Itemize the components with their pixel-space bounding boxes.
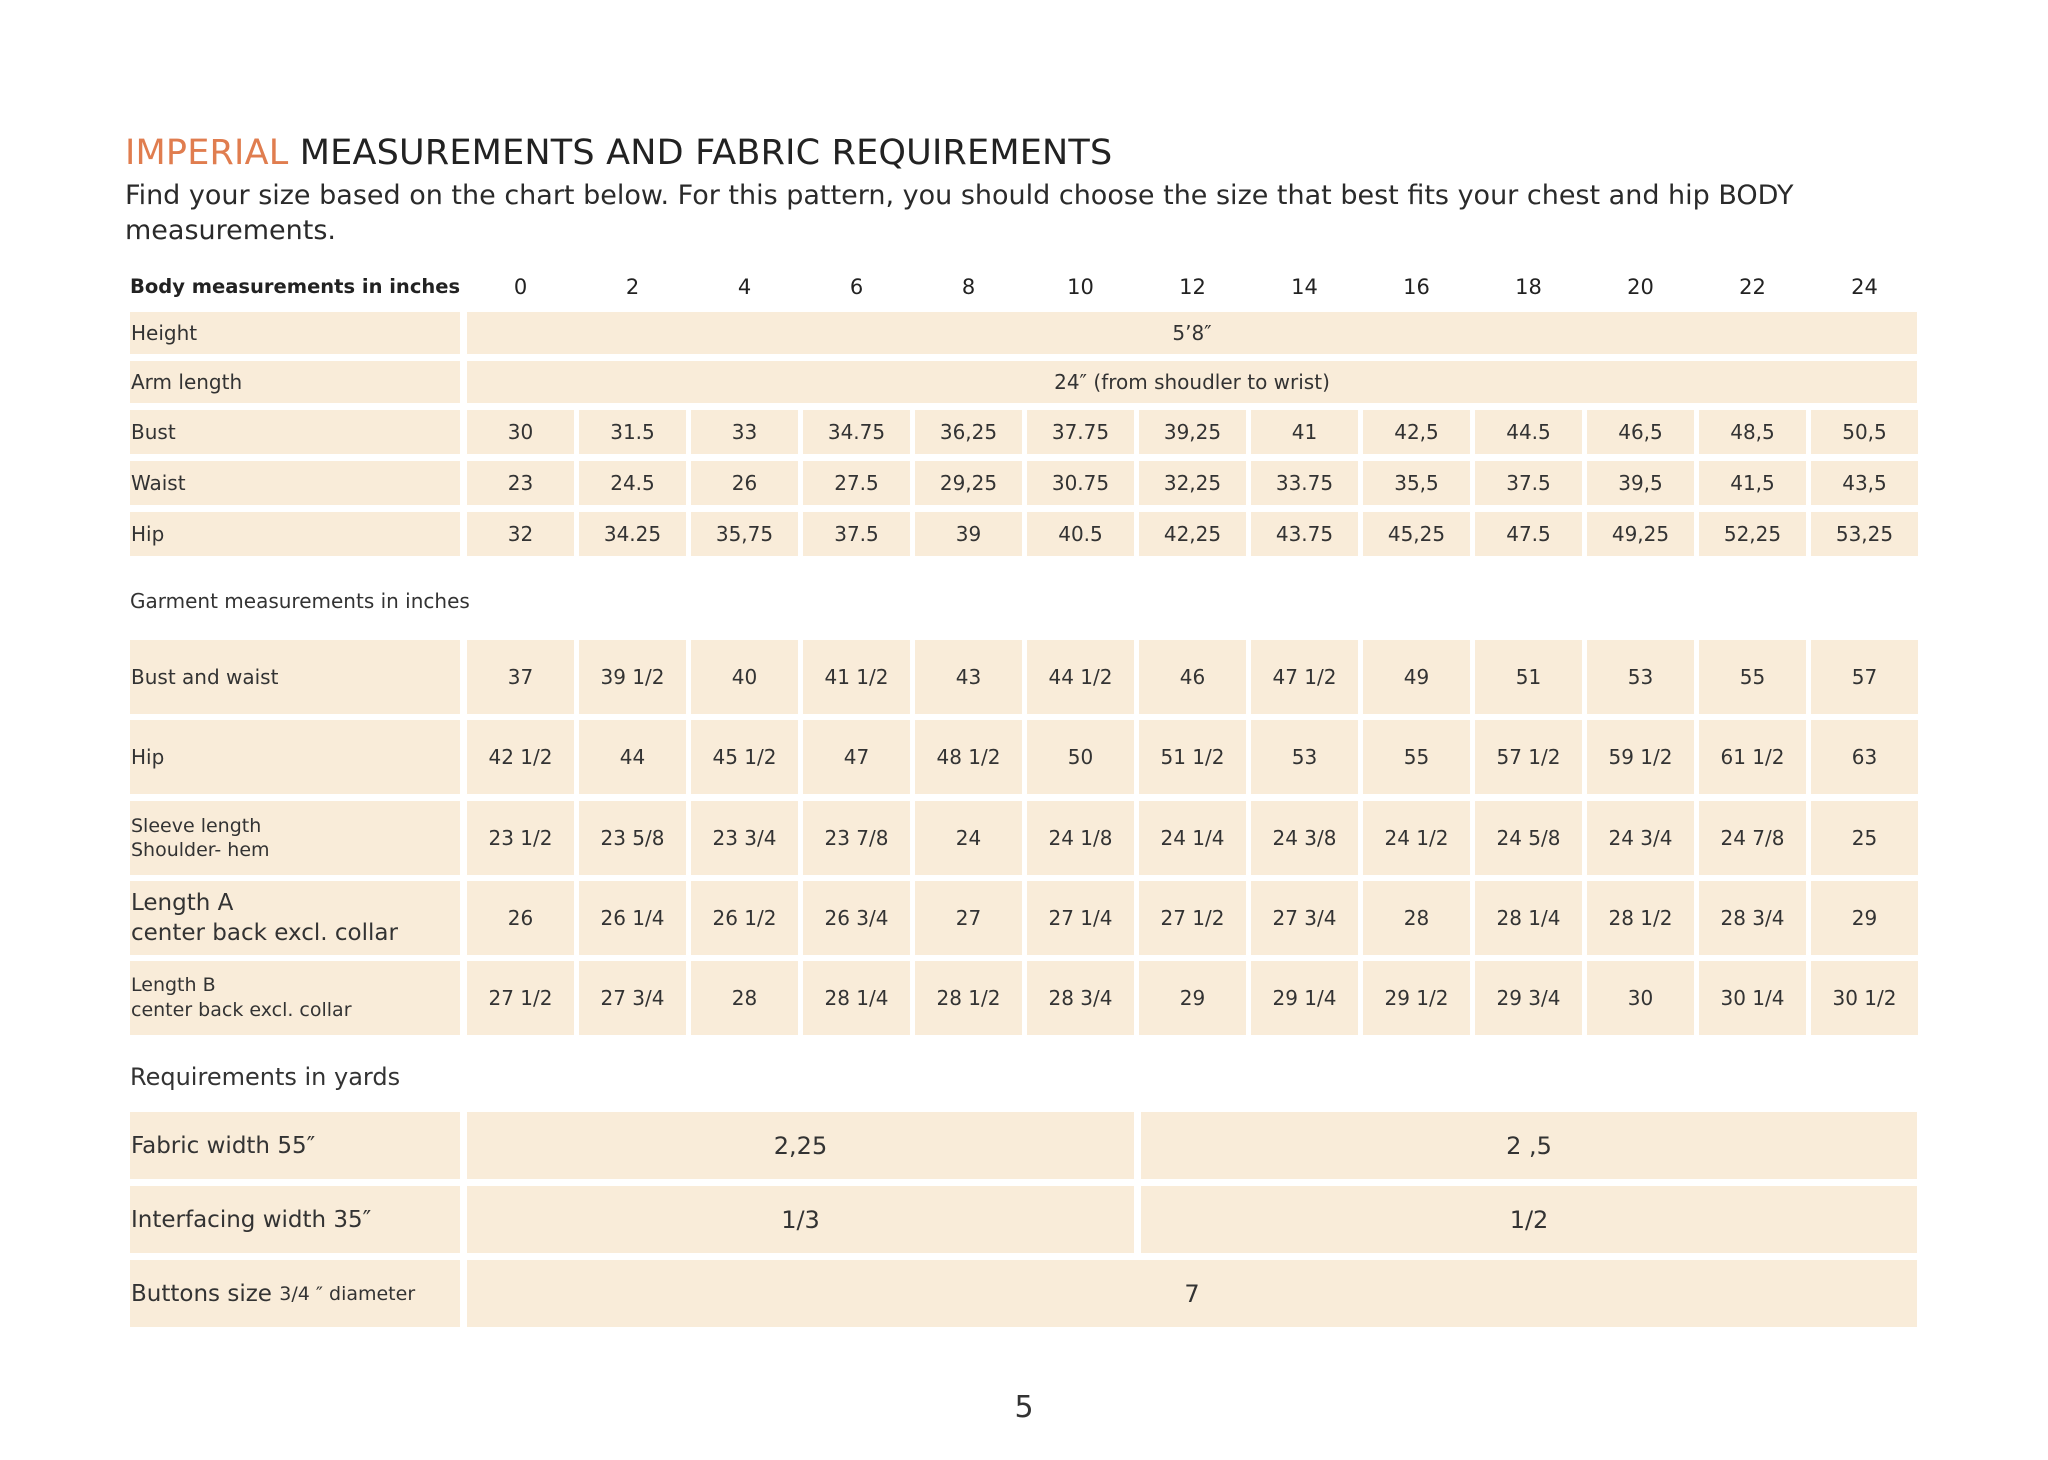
value-cell: 24 3/8	[1251, 801, 1358, 875]
value-cell: 44 1/2	[1027, 640, 1134, 714]
value-cell: 41 1/2	[803, 640, 910, 714]
row-label-line1: Length A	[131, 890, 234, 916]
value-cell: 47.5	[1475, 512, 1582, 556]
value-cell: 37	[467, 640, 574, 714]
value-cell: 24.5	[579, 461, 686, 505]
value-cell: 44	[579, 720, 686, 794]
value-cell: 23	[467, 461, 574, 505]
size-header: 24	[1851, 275, 1878, 299]
value-cell: 48,5	[1699, 410, 1806, 454]
row-label-line2: Shoulder- hem	[131, 839, 270, 861]
value-cell: 47	[803, 720, 910, 794]
row-label-line1: Sleeve length	[131, 815, 262, 837]
fabric-width-small: 2,25	[467, 1112, 1134, 1179]
value-cell: 27 1/4	[1027, 881, 1134, 955]
value-cell: 24	[915, 801, 1022, 875]
size-header: 0	[513, 275, 528, 299]
value-cell: 29 1/2	[1363, 961, 1470, 1035]
title-rest: MEASUREMENTS AND FABRIC REQUIREMENTS	[288, 133, 1113, 173]
value-cell: 34.25	[579, 512, 686, 556]
row-label-line2: center back excl. collar	[131, 999, 352, 1021]
value-cell: 26 3/4	[803, 881, 910, 955]
fabric-width-label-text: Fabric width 55″	[131, 1132, 316, 1159]
arm-length-label: Arm length	[131, 370, 243, 394]
value-cell: 41	[1251, 410, 1358, 454]
value-cell: 43,5	[1811, 461, 1918, 505]
value-cell: 43.75	[1251, 512, 1358, 556]
value-cell: 24 1/4	[1139, 801, 1246, 875]
value-cell: 40.5	[1027, 512, 1134, 556]
value-cell: 59 1/2	[1587, 720, 1694, 794]
value-cell: 37.5	[1475, 461, 1582, 505]
value-cell: 24 5/8	[1475, 801, 1582, 875]
value-cell: 61 1/2	[1699, 720, 1806, 794]
row-label-text: Hip	[131, 745, 165, 769]
value-cell: 53,25	[1811, 512, 1918, 556]
row-label-text: Waist	[131, 471, 186, 495]
size-header: 6	[849, 275, 864, 299]
row-label	[130, 801, 460, 875]
title-accent: IMPERIAL	[125, 133, 289, 173]
size-header: 20	[1627, 275, 1654, 299]
value-cell: 28 1/2	[915, 961, 1022, 1035]
value-cell: 26	[467, 881, 574, 955]
row-label	[130, 512, 460, 556]
value-cell: 35,5	[1363, 461, 1470, 505]
value-cell: 30	[467, 410, 574, 454]
size-header: 8	[961, 275, 976, 299]
value-cell: 57	[1811, 640, 1918, 714]
buttons-size-label-main: Buttons size	[131, 1280, 280, 1307]
value-cell: 28 1/4	[1475, 881, 1582, 955]
value-cell: 28 1/2	[1587, 881, 1694, 955]
value-cell: 28	[691, 961, 798, 1035]
value-cell: 40	[691, 640, 798, 714]
value-cell: 32	[467, 512, 574, 556]
value-cell: 28 1/4	[803, 961, 910, 1035]
value-cell: 57 1/2	[1475, 720, 1582, 794]
value-cell: 27 1/2	[467, 961, 574, 1035]
value-cell: 35,75	[691, 512, 798, 556]
value-cell: 30.75	[1027, 461, 1134, 505]
size-header: 2	[625, 275, 640, 299]
value-cell: 29,25	[915, 461, 1022, 505]
height-label: Height	[131, 321, 198, 345]
value-cell: 29	[1811, 881, 1918, 955]
value-cell: 53	[1251, 720, 1358, 794]
value-cell: 32,25	[1139, 461, 1246, 505]
interfacing-width-label-text: Interfacing width 35″	[131, 1206, 372, 1233]
value-cell: 30 1/4	[1699, 961, 1806, 1035]
value-cell: 50,5	[1811, 410, 1918, 454]
interfacing-width-large: 1/2	[1141, 1186, 1917, 1253]
value-cell: 27	[915, 881, 1022, 955]
value-cell: 45 1/2	[691, 720, 798, 794]
value-cell: 55	[1363, 720, 1470, 794]
value-cell: 27 3/4	[1251, 881, 1358, 955]
size-header: 4	[737, 275, 752, 299]
fabric-width-large: 2 ,5	[1141, 1112, 1917, 1179]
size-header: 14	[1291, 275, 1318, 299]
value-cell: 55	[1699, 640, 1806, 714]
page-number: 5	[1014, 1390, 1034, 1425]
page-title	[125, 133, 1112, 173]
value-cell: 28 3/4	[1027, 961, 1134, 1035]
value-cell: 24 7/8	[1699, 801, 1806, 875]
value-cell: 46,5	[1587, 410, 1694, 454]
row-label	[130, 961, 460, 1035]
value-cell: 42 1/2	[467, 720, 574, 794]
value-cell: 24 1/8	[1027, 801, 1134, 875]
buttons-count: 7	[467, 1260, 1917, 1327]
row-label	[130, 881, 460, 955]
buttons-size-label	[130, 1260, 460, 1327]
value-cell: 46	[1139, 640, 1246, 714]
row-label	[130, 720, 460, 794]
value-cell: 41,5	[1699, 461, 1806, 505]
value-cell: 42,5	[1363, 410, 1470, 454]
value-cell: 33.75	[1251, 461, 1358, 505]
value-cell: 23 3/4	[691, 801, 798, 875]
interfacing-width-label	[130, 1186, 460, 1253]
height-value: 5’8″	[467, 312, 1917, 354]
size-header: 22	[1739, 275, 1766, 299]
value-cell: 23 5/8	[579, 801, 686, 875]
row-label-line1: Length B	[131, 974, 216, 996]
value-cell: 33	[691, 410, 798, 454]
value-cell: 23 7/8	[803, 801, 910, 875]
row-label-text: Hip	[131, 522, 165, 546]
value-cell: 43	[915, 640, 1022, 714]
garment-section-label: Garment measurements in inches	[130, 589, 470, 613]
value-cell: 42,25	[1139, 512, 1246, 556]
buttons-size-label-small: 3/4 ″ diameter	[279, 1282, 416, 1305]
row-label-arm-length	[130, 361, 460, 403]
value-cell: 28	[1363, 881, 1470, 955]
value-cell: 44.5	[1475, 410, 1582, 454]
value-cell: 45,25	[1363, 512, 1470, 556]
size-header: 10	[1067, 275, 1094, 299]
value-cell: 23 1/2	[467, 801, 574, 875]
value-cell: 30	[1587, 961, 1694, 1035]
value-cell: 37.5	[803, 512, 910, 556]
value-cell: 26	[691, 461, 798, 505]
value-cell: 26 1/4	[579, 881, 686, 955]
value-cell: 24 1/2	[1363, 801, 1470, 875]
interfacing-width-small: 1/3	[467, 1186, 1134, 1253]
value-cell: 30 1/2	[1811, 961, 1918, 1035]
value-cell: 51	[1475, 640, 1582, 714]
value-cell: 29	[1139, 961, 1246, 1035]
size-header: 16	[1403, 275, 1430, 299]
row-label-text: Bust	[131, 420, 176, 444]
value-cell: 26 1/2	[691, 881, 798, 955]
value-cell: 29 3/4	[1475, 961, 1582, 1035]
requirements-section-label: Requirements in yards	[130, 1063, 401, 1091]
size-header: 12	[1179, 275, 1206, 299]
value-cell: 36,25	[915, 410, 1022, 454]
value-cell: 53	[1587, 640, 1694, 714]
value-cell: 24 3/4	[1587, 801, 1694, 875]
value-cell: 37.75	[1027, 410, 1134, 454]
value-cell: 39	[915, 512, 1022, 556]
row-label-text: Bust and waist	[131, 665, 279, 689]
value-cell: 29 1/4	[1251, 961, 1358, 1035]
value-cell: 47 1/2	[1251, 640, 1358, 714]
row-label	[130, 410, 460, 454]
value-cell: 51 1/2	[1139, 720, 1246, 794]
fabric-width-label	[130, 1112, 460, 1179]
value-cell: 48 1/2	[915, 720, 1022, 794]
body-table-label: Body measurements in inches	[130, 275, 461, 298]
value-cell: 49	[1363, 640, 1470, 714]
value-cell: 34.75	[803, 410, 910, 454]
value-cell: 39 1/2	[579, 640, 686, 714]
row-label	[130, 461, 460, 505]
value-cell: 27.5	[803, 461, 910, 505]
value-cell: 39,25	[1139, 410, 1246, 454]
arm-length-value: 24″ (from shoudler to wrist)	[467, 361, 1917, 403]
value-cell: 63	[1811, 720, 1918, 794]
size-header: 18	[1515, 275, 1542, 299]
value-cell: 31.5	[579, 410, 686, 454]
row-label-height	[130, 312, 460, 354]
row-label-line2: center back excl. collar	[131, 920, 398, 946]
value-cell: 27 1/2	[1139, 881, 1246, 955]
value-cell: 25	[1811, 801, 1918, 875]
value-cell: 50	[1027, 720, 1134, 794]
value-cell: 39,5	[1587, 461, 1694, 505]
value-cell: 52,25	[1699, 512, 1806, 556]
row-label	[130, 640, 460, 714]
value-cell: 49,25	[1587, 512, 1694, 556]
value-cell: 27 3/4	[579, 961, 686, 1035]
value-cell: 28 3/4	[1699, 881, 1806, 955]
intro-text: Find your size based on the chart below. For this pattern, you should choose the size that best fits your chest and hip BODY measurements.	[125, 180, 1794, 246]
